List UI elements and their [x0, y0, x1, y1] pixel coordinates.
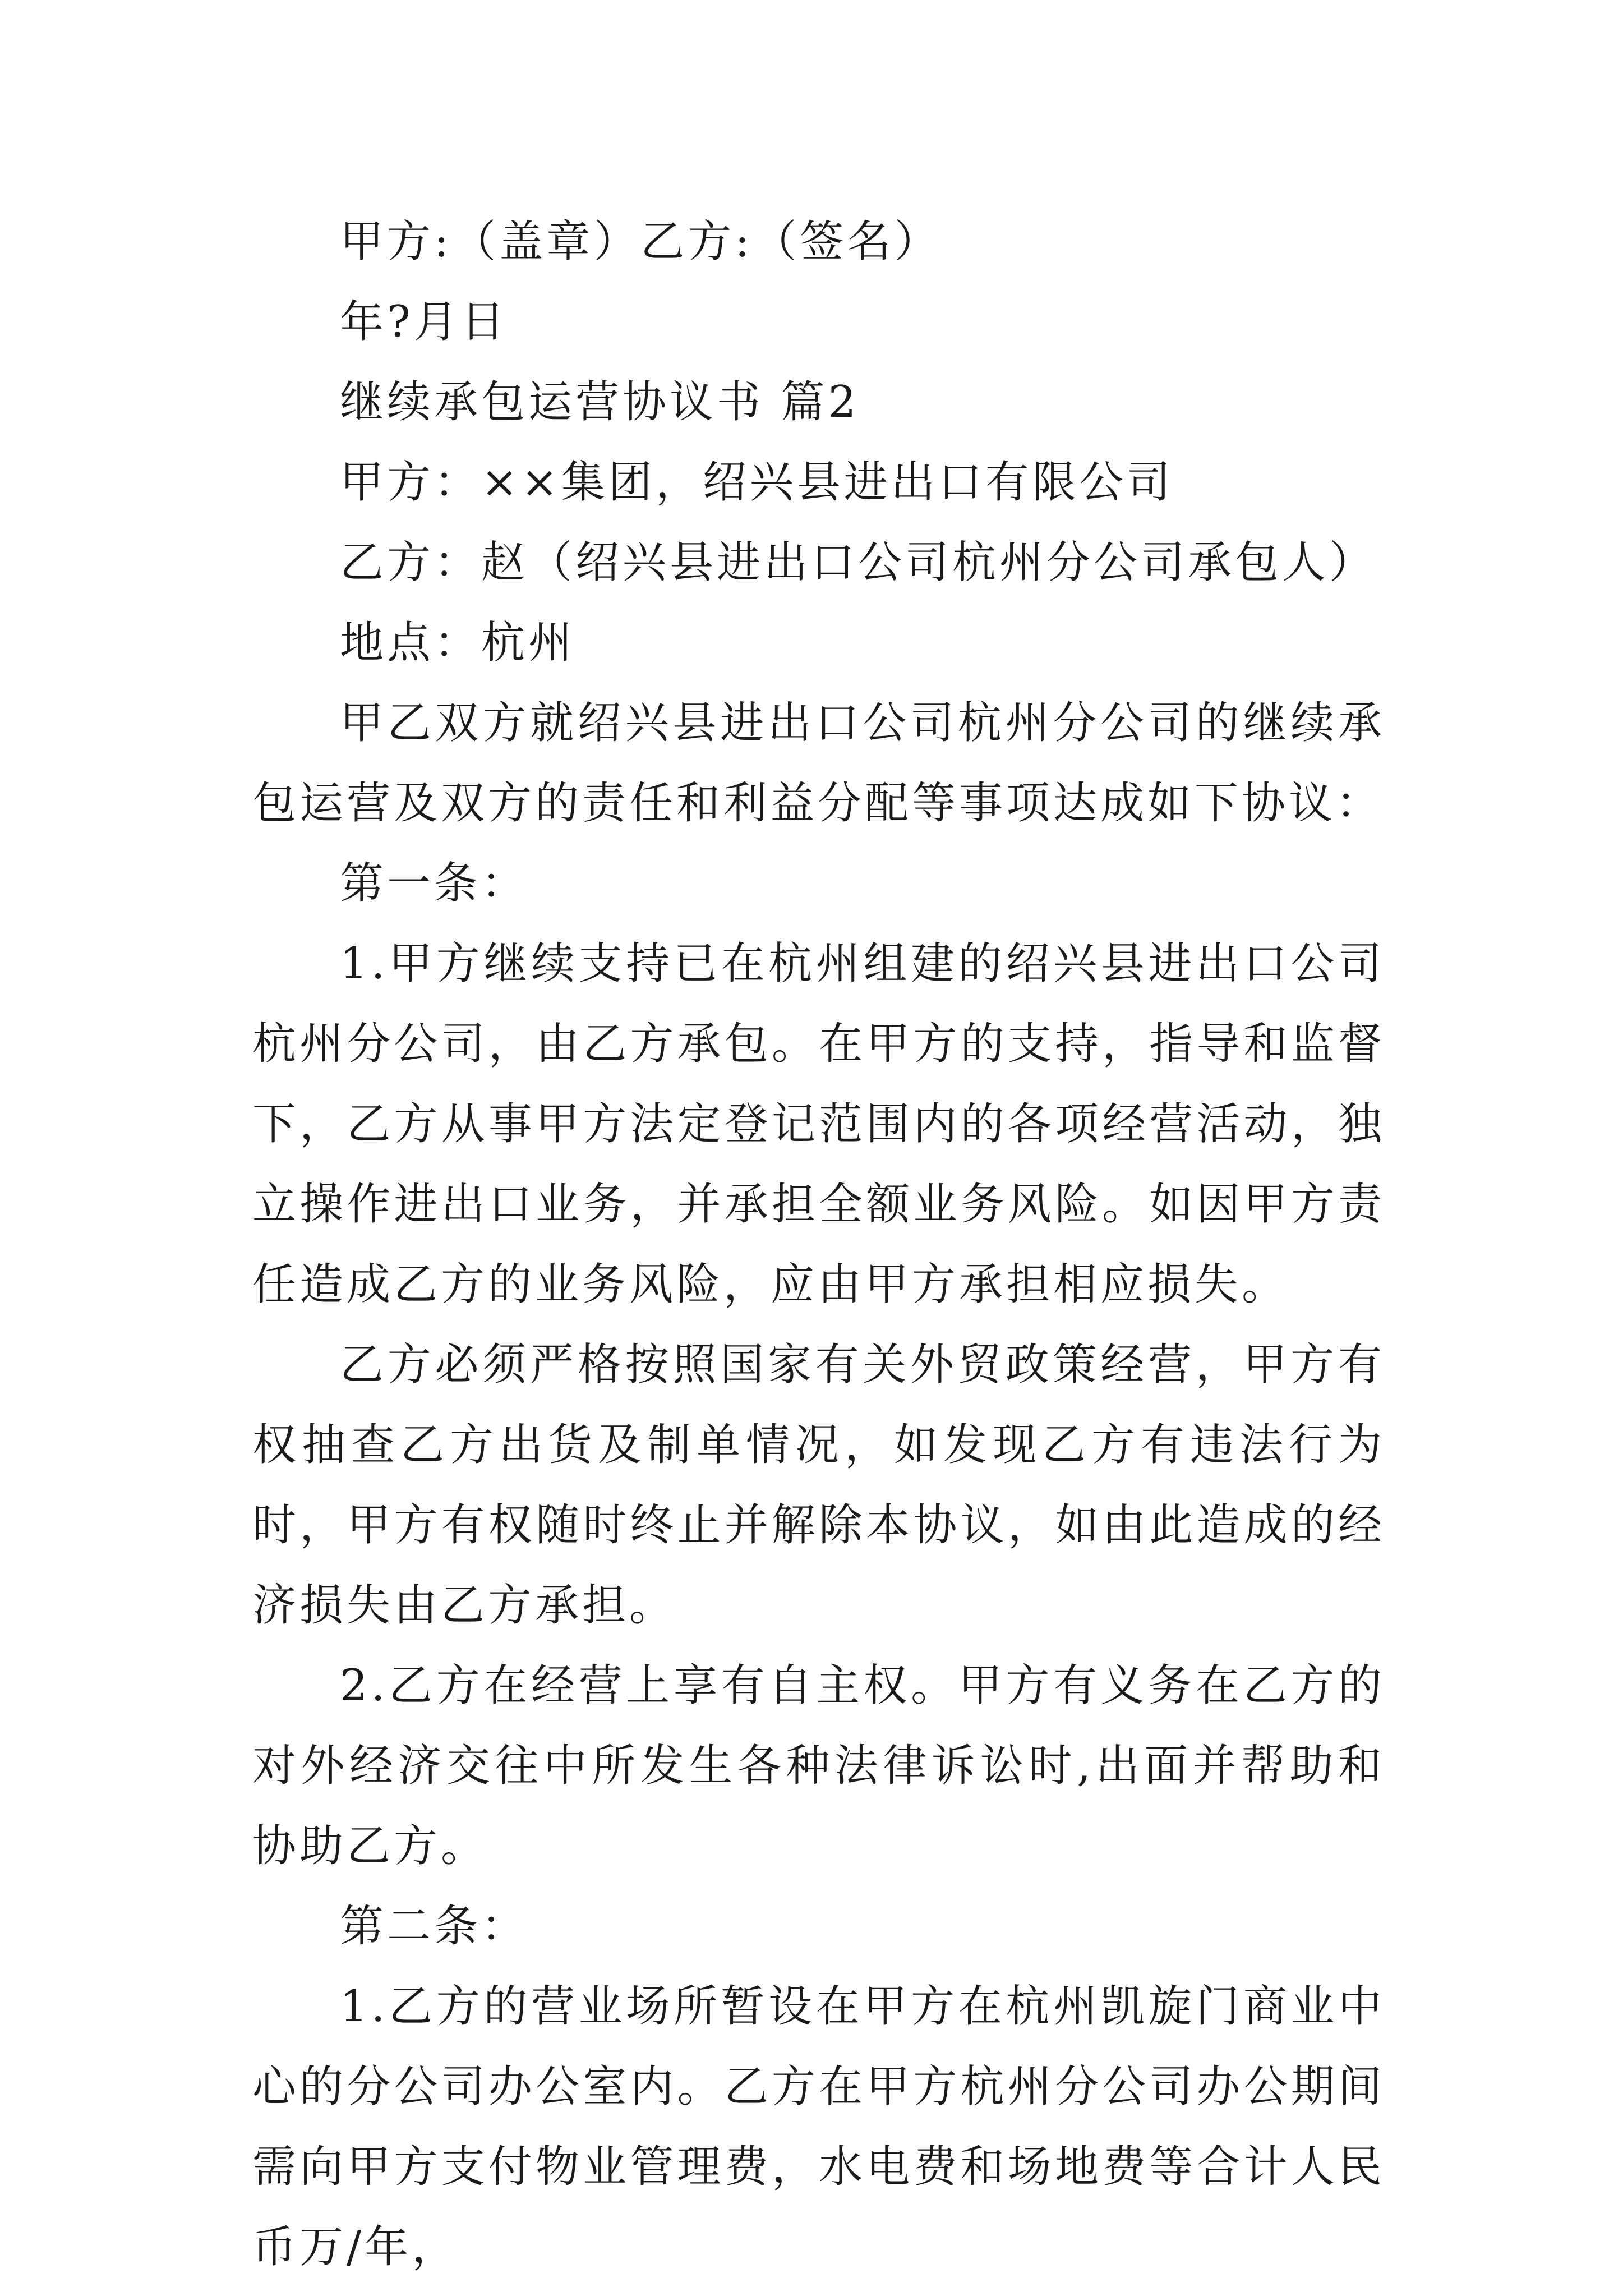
party-a-line: 甲方：××集团，绍兴县进出口有限公司: [340, 457, 1174, 508]
article-2-clause-1: 1.乙方的营业场所暂设在甲方在杭州凯旋门商业中心的分公司办公室内。乙方在甲方杭州分公司办公期间需向甲方支付物业管理费，水电费和场地费等合计人民币万/年，: [252, 1981, 1385, 2272]
date-line: 年?月日: [340, 297, 508, 347]
article-1-clause-1-continued: 乙方必须严格按照国家有关外贸政策经营，甲方有权抽查乙方出货及制单情况，如发现乙方有违法行为时，甲方有权随时终止并解除本协议，如由此造成的经济损失由乙方承担。: [252, 1340, 1385, 1631]
party-b-line: 乙方：赵（绍兴县进出口公司杭州分公司承包人）: [340, 537, 1377, 588]
article-1-clause-1: 1.甲方继续支持已在杭州组建的绍兴县进出口公司杭州分公司，由乙方承包。在甲方的支持，指导和监督下，乙方从事甲方法定登记范围内的各项经营活动，独立操作进出口业务，并承担全额业务风险。如因甲方责任造成乙方的业务风险，应由甲方承担相应损失。: [252, 938, 1385, 1310]
article-2-heading: 第二条：: [340, 1901, 529, 1952]
intro-paragraph: 甲乙双方就绍兴县进出口公司杭州分公司的继续承包运营及双方的责任和利益分配等事项达成如下协议：: [252, 698, 1385, 829]
article-1-heading: 第一条：: [340, 858, 529, 909]
article-1-clause-2: 2.乙方在经营上享有自主权。甲方有义务在乙方的对外经济交往中所发生各种法律诉讼时,出面并帮助和协助乙方。: [252, 1660, 1385, 1871]
location-line: 地点：杭州: [340, 618, 576, 668]
document-title: 继续承包运营协议书 篇2: [340, 377, 860, 427]
document-body: [252, 202, 1385, 2288]
signature-line: 甲方:（盖章）乙方:（签名）: [340, 217, 942, 267]
